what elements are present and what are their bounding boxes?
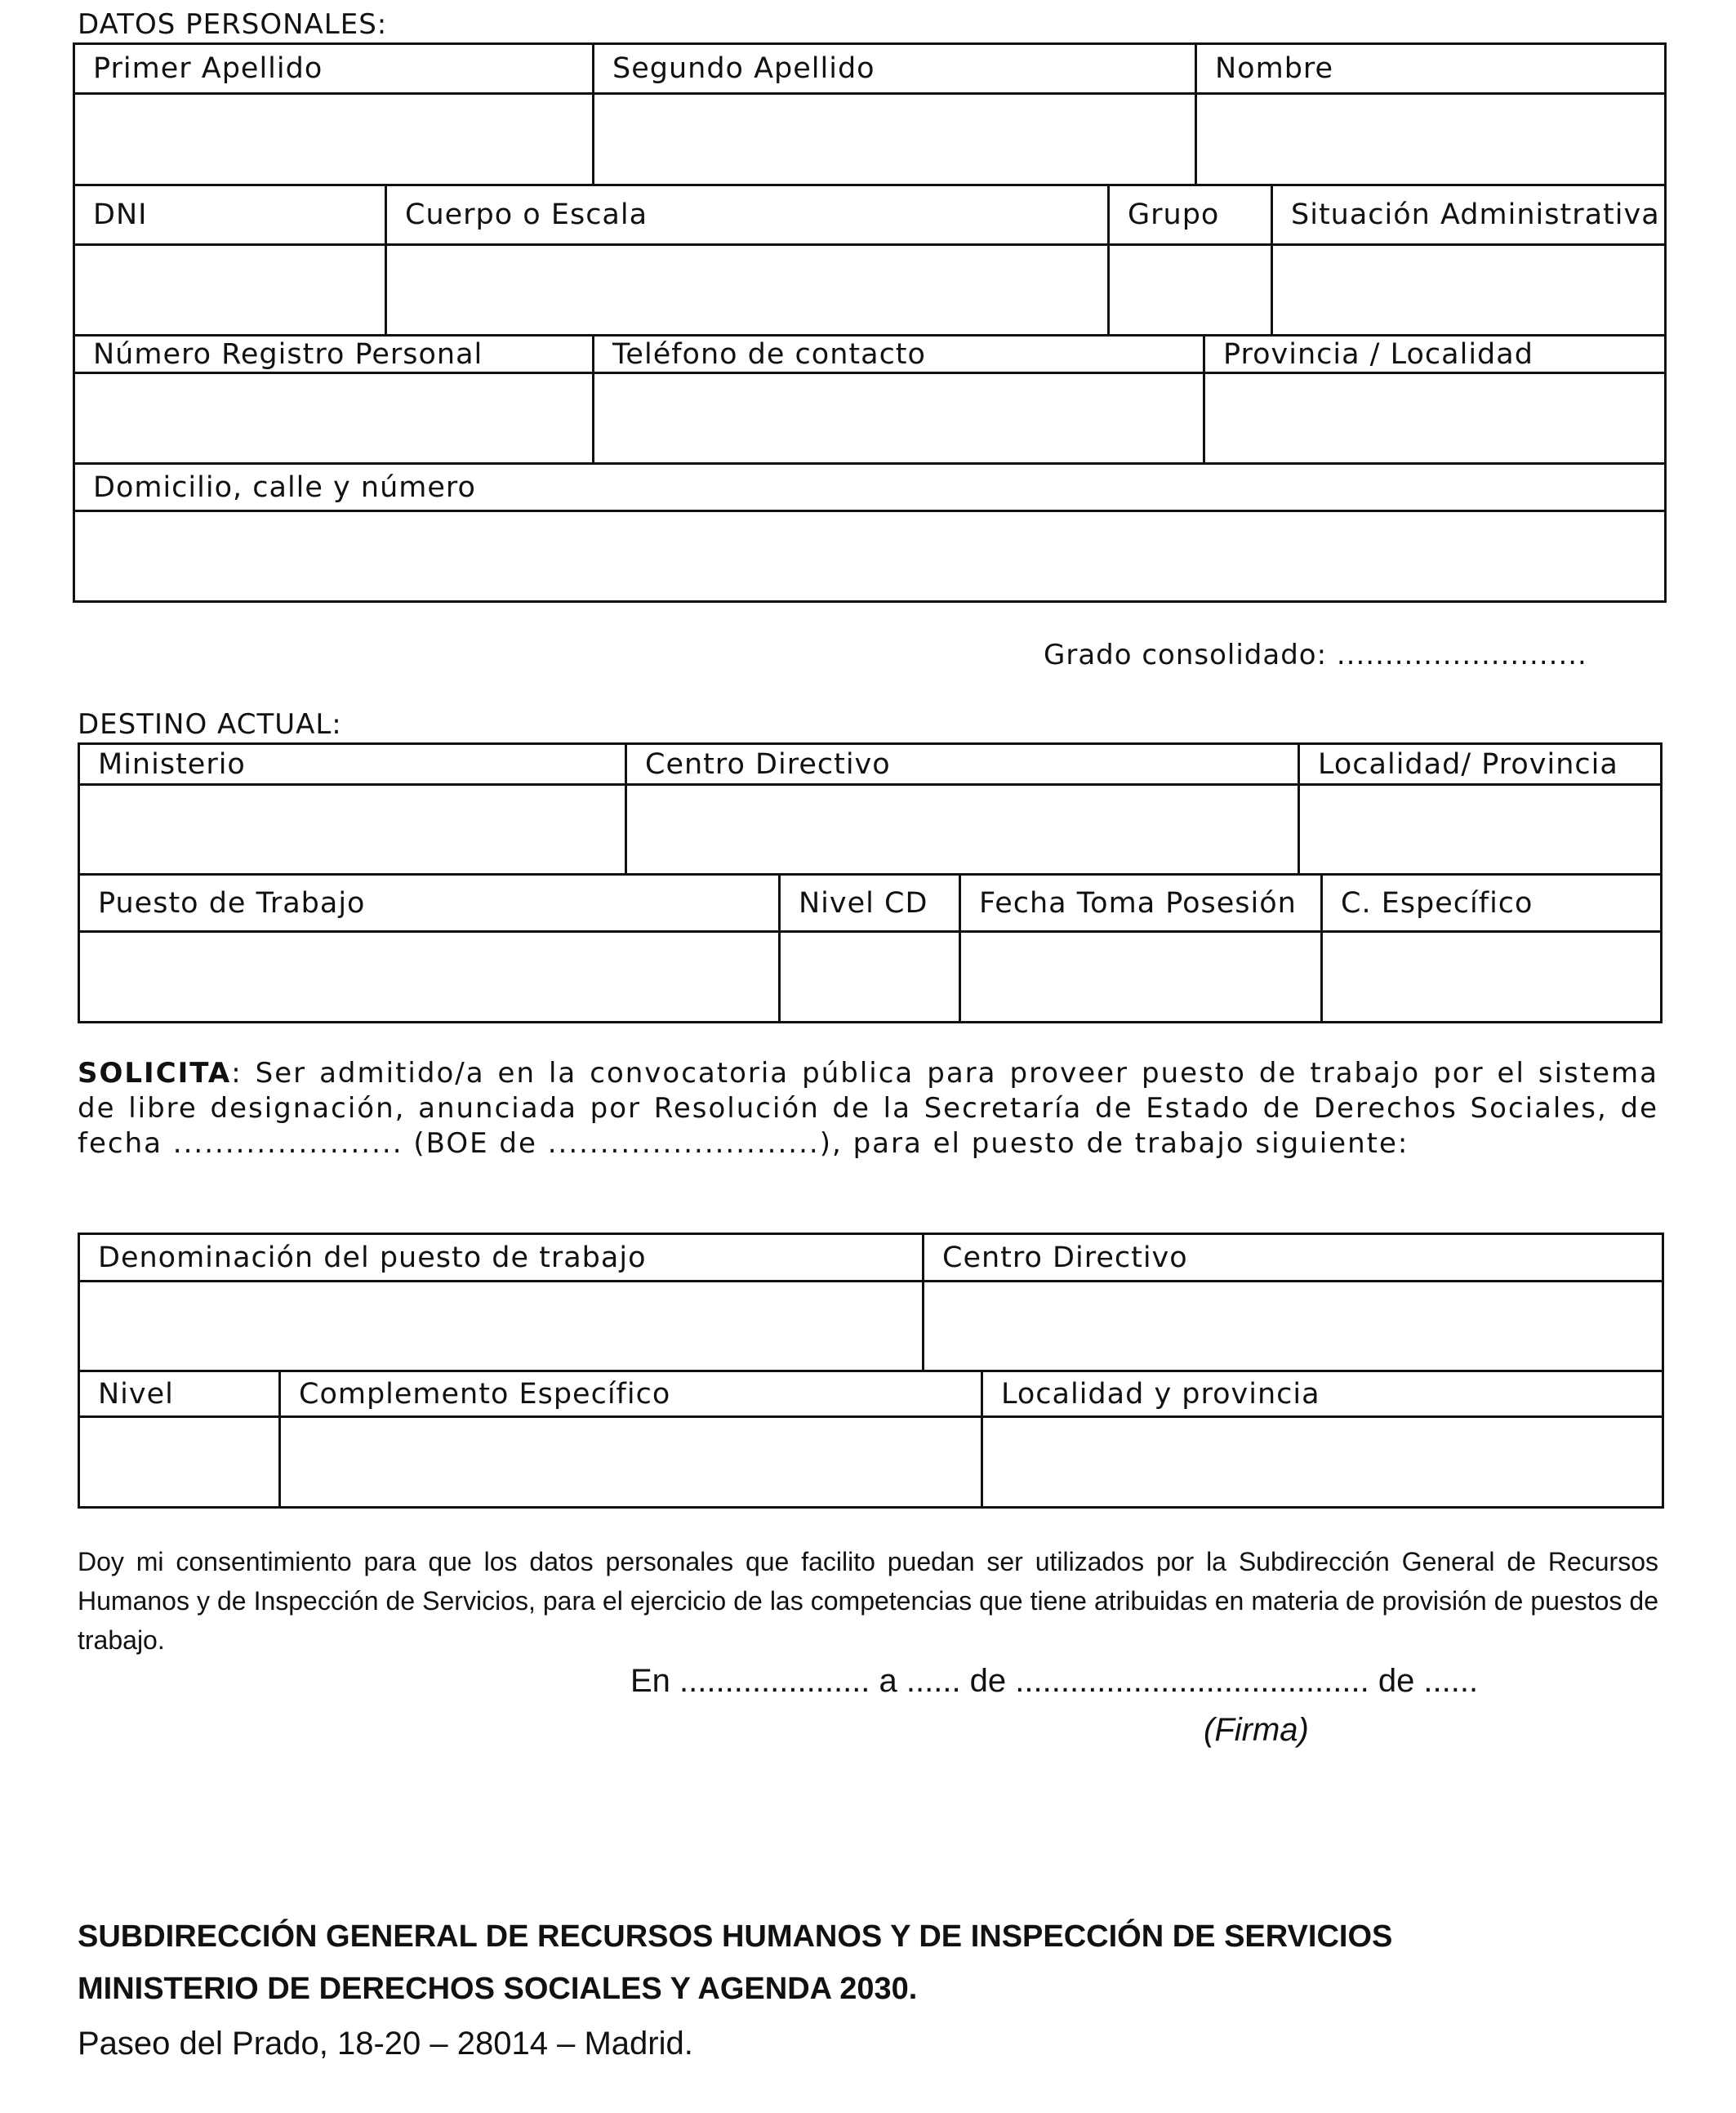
footer-subdireccion: SUBDIRECCIÓN GENERAL DE RECURSOS HUMANOS Y DE INSPECCIÓN DE SERVICIOS <box>78 1919 1393 1954</box>
ministerio-field[interactable] <box>79 785 626 875</box>
ministerio-label: Ministerio <box>79 744 626 785</box>
primer-apellido-label: Primer Apellido <box>74 44 594 94</box>
cuerpo-escala-field[interactable] <box>386 245 1109 336</box>
complemento-label: Complemento Específico <box>280 1371 982 1417</box>
denominacion-label: Denominación del puesto de trabajo <box>79 1234 924 1282</box>
nombre-label: Nombre <box>1196 44 1666 94</box>
centro-directivo-field[interactable] <box>626 785 1299 875</box>
datos-personales-title: DATOS PERSONALES: <box>78 8 388 41</box>
telefono-label: Teléfono de contacto <box>594 336 1204 373</box>
puesto-solicitado-table-1 <box>78 1233 1664 1372</box>
fecha-toma-field[interactable] <box>960 932 1322 1023</box>
nrp-label: Número Registro Personal <box>74 336 594 373</box>
localidad-provincia-field[interactable] <box>1299 785 1662 875</box>
consent-paragraph: Doy mi consentimiento para que los datos personales que facilito puedan ser utilizados por la Subdirección General de Recursos Humanos y de Inspección de Servicios, para el ejercicio de las competencias que tiene atribuidas en materia de provisión de puestos de trabajo. <box>78 1547 1658 1655</box>
nivel-cd-field[interactable] <box>780 932 960 1023</box>
datos-personales-table-4 <box>73 462 1667 603</box>
nrp-field[interactable] <box>74 373 594 464</box>
c-especifico-field[interactable] <box>1322 932 1662 1023</box>
nivel-cd-label: Nivel CD <box>780 875 960 932</box>
footer-address: Paseo del Prado, 18-20 – 28014 – Madrid. <box>78 2026 693 2062</box>
puesto-trabajo-label: Puesto de Trabajo <box>79 875 780 932</box>
domicilio-label: Domicilio, calle y número <box>74 464 1666 511</box>
situacion-field[interactable] <box>1272 245 1666 336</box>
domicilio-field[interactable] <box>74 511 1666 602</box>
datos-personales-table-3 <box>73 334 1667 465</box>
localidad-provincia-label: Localidad/ Provincia <box>1299 744 1662 785</box>
primer-apellido-field[interactable] <box>74 94 594 185</box>
provincia-localidad-field[interactable] <box>1204 373 1666 464</box>
cuerpo-escala-label: Cuerpo o Escala <box>386 185 1109 245</box>
denominacion-field[interactable] <box>79 1282 924 1371</box>
centro-directivo-solicitado-field[interactable] <box>924 1282 1663 1371</box>
localidad-provincia-solicitado-label: Localidad y provincia <box>982 1371 1663 1417</box>
nivel-label: Nivel <box>79 1371 280 1417</box>
datos-personales-table-1 <box>73 42 1667 186</box>
puesto-solicitado-table-2 <box>78 1370 1664 1509</box>
centro-directivo-label: Centro Directivo <box>626 744 1299 785</box>
segundo-apellido-field[interactable] <box>594 94 1196 185</box>
footer-ministerio: MINISTERIO DE DERECHOS SOCIALES Y AGENDA 2030. <box>78 1972 918 2006</box>
solicita-label: SOLICITA <box>78 1057 232 1090</box>
solicita-paragraph <box>78 1056 1658 1161</box>
localidad-provincia-solicitado-field[interactable] <box>982 1417 1663 1508</box>
centro-directivo-solicitado-label: Centro Directivo <box>924 1234 1663 1282</box>
puesto-trabajo-field[interactable] <box>79 932 780 1023</box>
segundo-apellido-label: Segundo Apellido <box>594 44 1196 94</box>
fecha-toma-label: Fecha Toma Posesión <box>960 875 1322 932</box>
grupo-field[interactable] <box>1109 245 1272 336</box>
signature-date-line: En ..................... a ...... de ....................................... de ...... <box>630 1663 1479 1699</box>
dni-label: DNI <box>74 185 386 245</box>
grado-consolidado: Grado consolidado: .......................... <box>1044 639 1587 671</box>
telefono-field[interactable] <box>594 373 1204 464</box>
dni-field[interactable] <box>74 245 386 336</box>
situacion-label: Situación Administrativa <box>1272 185 1666 245</box>
destino-actual-table-1 <box>78 742 1663 876</box>
firma-label: (Firma) <box>1204 1712 1309 1748</box>
solicita-text: : Ser admitido/a en la convocatoria pública para proveer puesto de trabajo por el sistema de libre designación, anunciada por Resolución de la Secretaría de Estado de Derechos Sociales, de fecha ...................... (BOE de ..........................), para el puesto de trabajo siguiente: <box>78 1057 1658 1160</box>
grupo-label: Grupo <box>1109 185 1272 245</box>
c-especifico-label: C. Específico <box>1322 875 1662 932</box>
nivel-field[interactable] <box>79 1417 280 1508</box>
provincia-localidad-label: Provincia / Localidad <box>1204 336 1666 373</box>
datos-personales-table-2 <box>73 184 1667 337</box>
destino-actual-table-2 <box>78 873 1663 1023</box>
nombre-field[interactable] <box>1196 94 1666 185</box>
complemento-field[interactable] <box>280 1417 982 1508</box>
destino-actual-title: DESTINO ACTUAL: <box>78 708 342 741</box>
